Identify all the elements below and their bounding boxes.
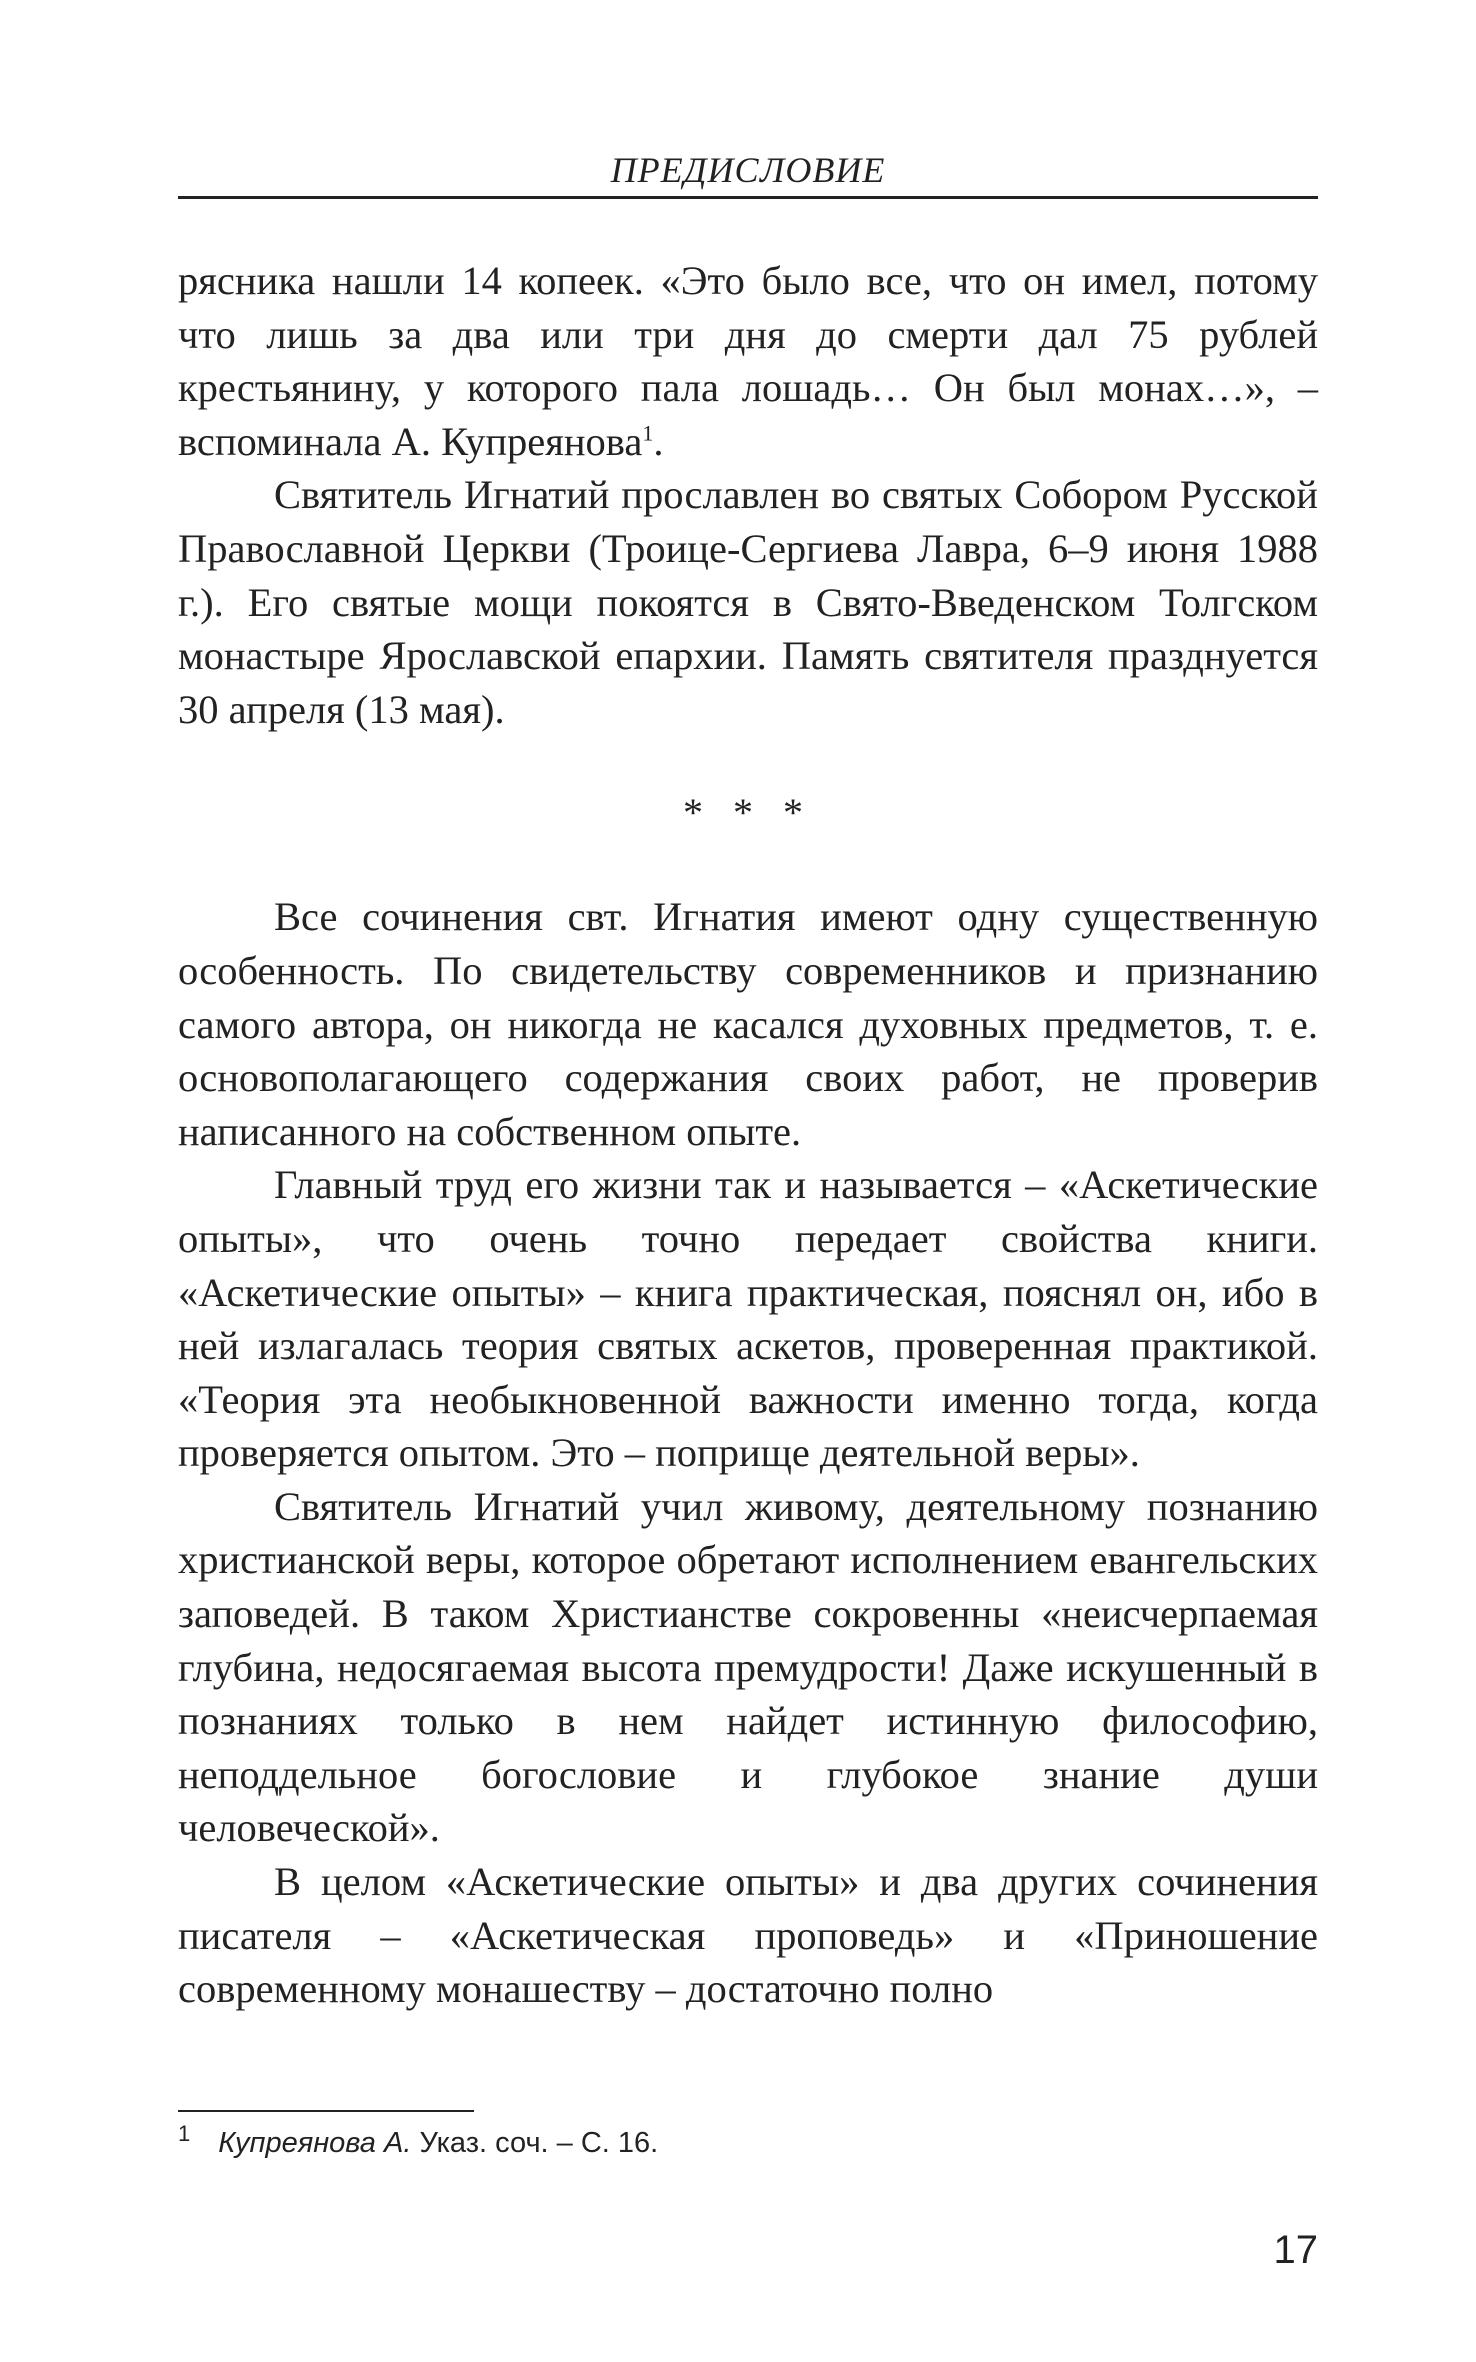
body-text — [178, 254, 1318, 2016]
paragraph-5: Святитель Игнатий учил живому, деятельному познанию христианской веры, которое обретают исполнением евангельских заповедей. В таком Христианстве сокровенны «неисчерпаемая глубина, недосягаемая высота премудрости! Даже искушенный в познаниях только в нем найдет истинную философию, неподдельное богословие и глубокое знание души человеческой». — [178, 1483, 1318, 1851]
footnote-reference[interactable]: 1 — [642, 420, 654, 446]
paragraph-3: Все сочинения свт. Игнатия имеют одну существенную особенность. По свидетельству современников и признанию самого автора, он никогда не касался духовных предметов, т. е. основополагающего содержания своих работ, не проверив написанного на собственном опыте. — [178, 894, 1318, 1154]
page-number: 17 — [1273, 2228, 1318, 2272]
footnote-text: Указ. соч. – С. 16. — [411, 2127, 659, 2159]
footnote-author: Купреянова А. — [218, 2127, 412, 2159]
paragraph-4: Главный труд его жизни так и называется – «Аскетические опыты», что очень точно передает свойства книги. «Аскетические опыты» – книга практическая, пояснял он, ибо в ней излагалась теория святых аскетов, проверенная практикой. «Теория эта необыкновенной важности именно тогда, когда проверяется опытом. Это – поприще деятельной веры». — [178, 1162, 1318, 1476]
book-page — [178, 0, 1318, 2362]
section-separator: * * * — [683, 790, 813, 836]
paragraph-2: Святитель Игнатий прославлен во святых Собором Русской Православной Церкви (Троице-Сергиева Лавра, 6–9 июня 1988 г.). Его святые мощи покоятся в Свято-Введенском Толгском монастыре Ярославской епархии. Память святителя празднуется 30 апреля (13 мая). — [178, 472, 1318, 732]
paragraph-6: В целом «Аскетические опыты» и два других сочинения писателя – «Аскетическая проповедь» и «Приношение современному монашеству – достаточно полно — [178, 1859, 1318, 2012]
header-rule — [178, 196, 1318, 199]
paragraph-1 — [178, 254, 1318, 468]
running-head: ПРЕДИСЛОВИЕ — [610, 150, 886, 190]
paragraph-1-text: рясника нашли 14 копеек. «Это было все, что он имел, потому что лишь за два или три дня до смерти дал 75 рублей крестьянину, у которого пала лошадь… Он был монах…», – вспоминала А. Купреянова — [178, 258, 1318, 464]
paragraph-1-end: . — [653, 418, 664, 464]
footnote-rule — [178, 2110, 474, 2112]
footnote — [178, 2121, 1318, 2162]
footnote-number: 1 — [178, 2121, 191, 2147]
